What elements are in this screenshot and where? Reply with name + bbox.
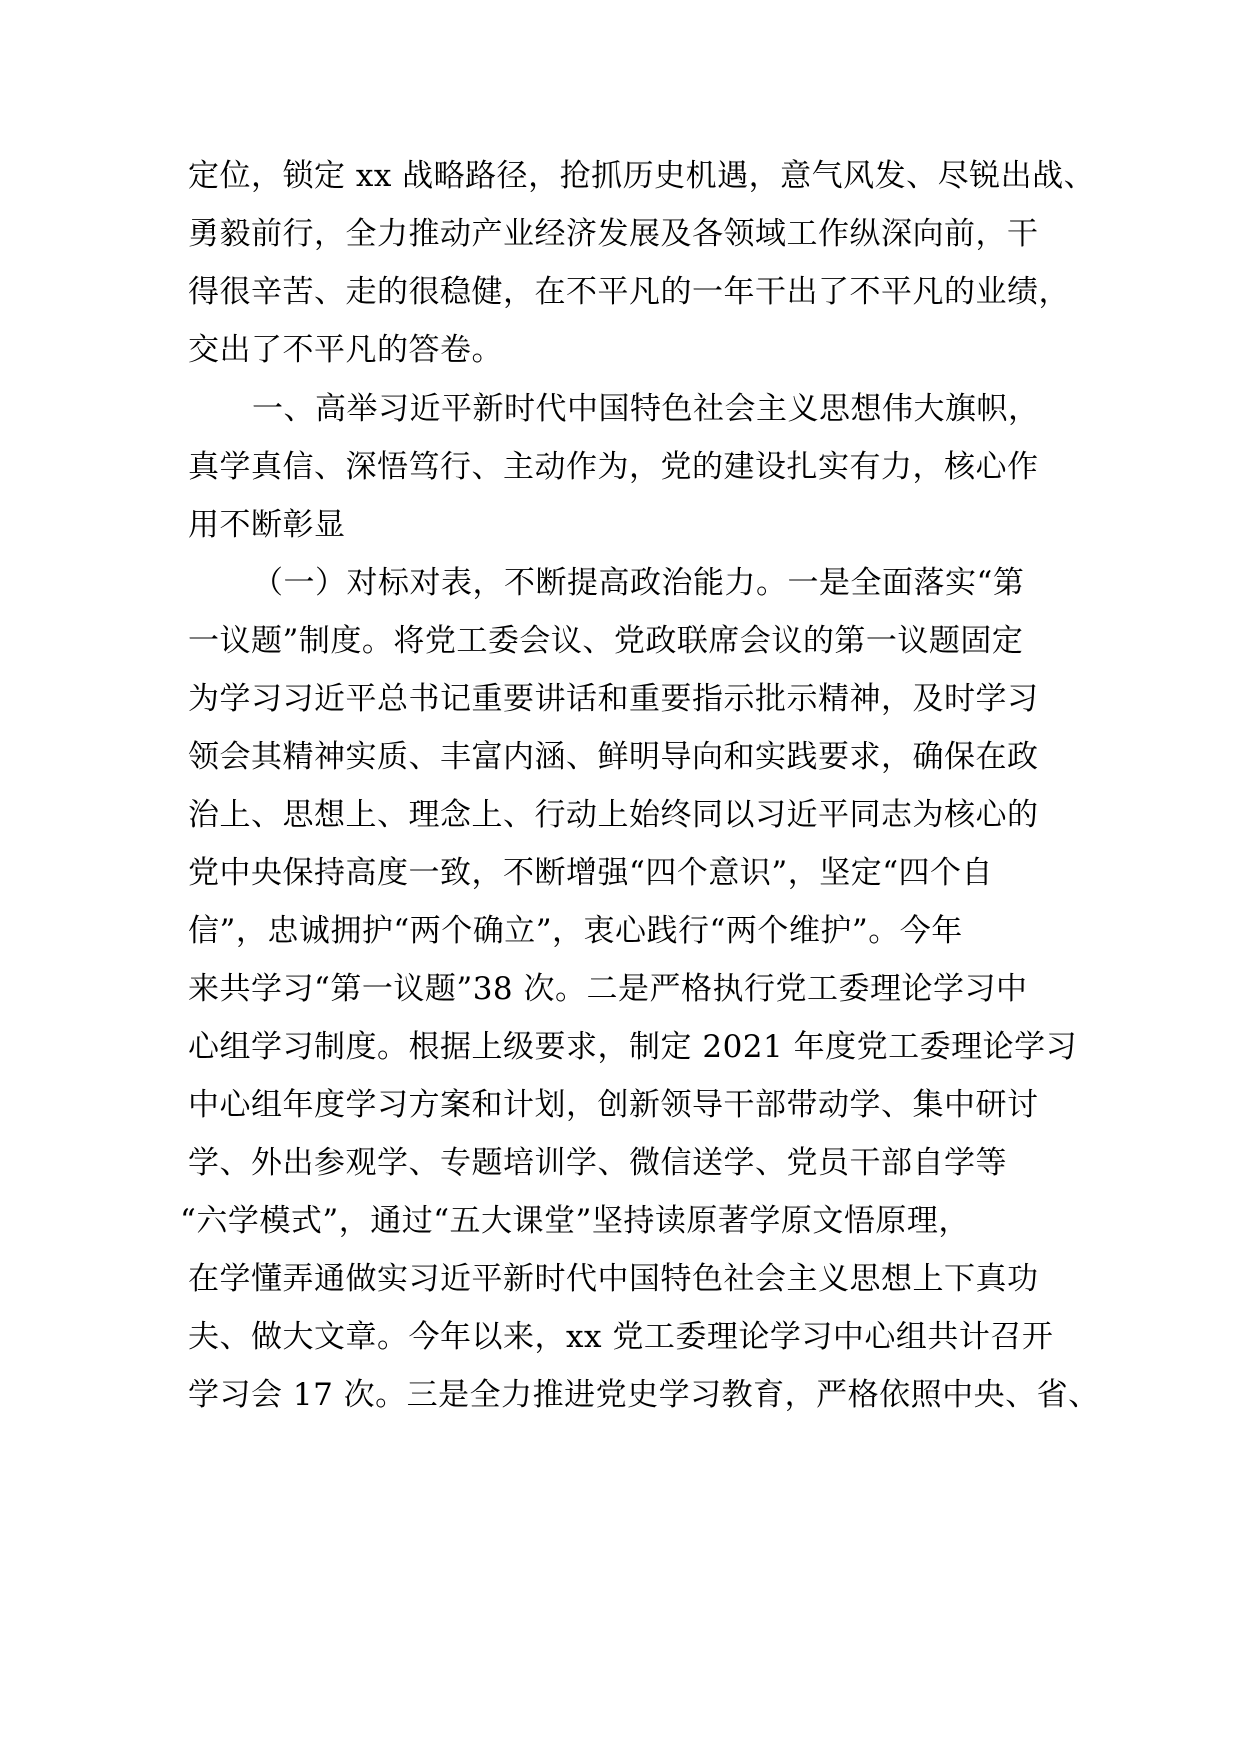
section-heading-line: 真学真信、深悟笃行、主动作为，党的建设扎实有力，核心作	[188, 449, 1039, 485]
paragraph-line: 心组学习制度。根据上级要求，制定 2021 年度党工委理论学习	[188, 1029, 1078, 1065]
paragraph-line: 定位，锁定 xx 战略路径，抢抓历史机遇，意气风发、尽锐出战、	[188, 158, 1096, 194]
section-heading-line: 用不断彰显	[188, 507, 346, 543]
paragraph-line: 一议题”制度。将党工委会议、党政联席会议的第一议题固定	[188, 623, 1024, 659]
paragraph-line: 得很辛苦、走的很稳健，在不平凡的一年干出了不平凡的业绩，	[188, 274, 1070, 310]
paragraph-line: 信”，忠诚拥护“两个确立”，衷心践行“两个维护”。今年	[188, 913, 963, 949]
paragraph-line: 学、外出参观学、专题培训学、微信送学、党员干部自学等	[188, 1145, 1007, 1181]
paragraph-line: 学习会 17 次。三是全力推进党史学习教育，严格依照中央、省、	[188, 1377, 1100, 1413]
paragraph-line: 党中央保持高度一致，不断增强“四个意识”，坚定“四个自	[188, 855, 994, 891]
paragraph-line: 为学习习近平总书记重要讲话和重要指示批示精神，及时学习	[188, 681, 1039, 717]
paragraph-line: 勇毅前行，全力推动产业经济发展及各领域工作纵深向前，干	[188, 216, 1039, 252]
paragraph-line: 在学懂弄通做实习近平新时代中国特色社会主义思想上下真功	[188, 1261, 1039, 1297]
paragraph-line: （一）对标对表，不断提高政治能力。一是全面落实“第	[252, 565, 1025, 601]
paragraph-line: 交出了不平凡的答卷。	[188, 332, 503, 368]
paragraph-line: 来共学习“第一议题”38 次。二是严格执行党工委理论学习中	[188, 971, 1028, 1007]
section-heading-line: 一、高举习近平新时代中国特色社会主义思想伟大旗帜，	[252, 391, 1040, 427]
paragraph-line: 治上、思想上、理念上、行动上始终同以习近平同志为核心的	[188, 797, 1039, 833]
paragraph-line: 领会其精神实质、丰富内涵、鲜明导向和实践要求，确保在政	[188, 739, 1039, 775]
paragraph-line: “六学模式”，通过“五大课堂”坚持读原著学原文悟原理，	[180, 1203, 970, 1239]
paragraph-line: 夫、做大文章。今年以来，xx 党工委理论学习中心组共计召开	[188, 1319, 1054, 1355]
paragraph-line: 中心组年度学习方案和计划，创新领导干部带动学、集中研讨	[188, 1087, 1039, 1123]
